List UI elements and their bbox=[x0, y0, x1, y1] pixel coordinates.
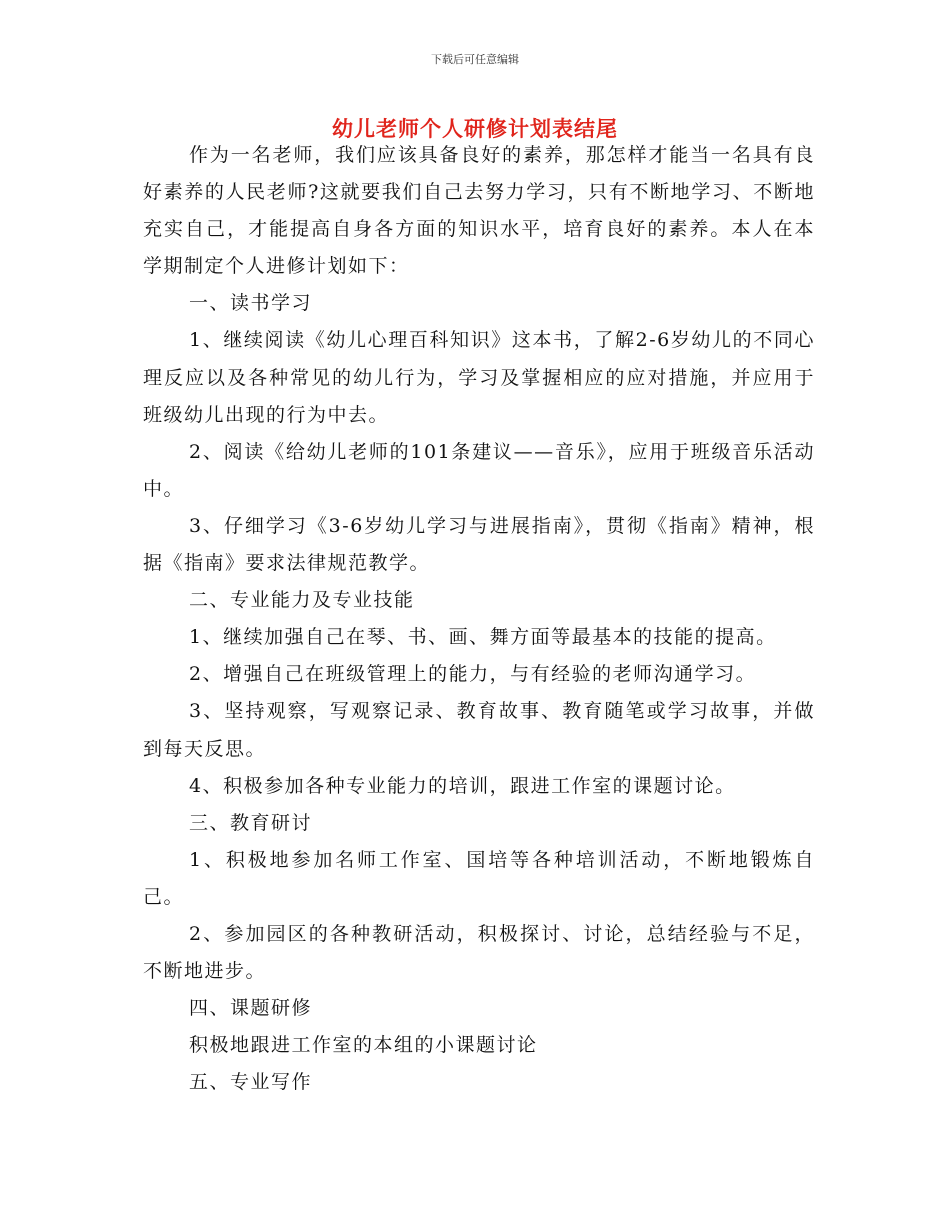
skills-item-2: 2、增强自己在班级管理上的能力，与有经验的老师沟通学习。 bbox=[189, 663, 757, 686]
reading-item-3: 3、仔细学习《3-6岁幼儿学习与进展指南》，贯彻《指南》精神，根据《指南》要求法律规范教学。 bbox=[143, 514, 815, 575]
reading-item-1: 1、继续阅读《幼儿心理百科知识》这本书，了解2-6岁幼儿的不同心理反应以及各种常见的幼儿行为，学习及掌握相应的应对措施，并应用于班级幼儿出现的行为中去。 bbox=[143, 329, 815, 426]
section-heading-research: 三、教育研讨 bbox=[189, 811, 313, 834]
section-heading-topic: 四、课题研修 bbox=[189, 997, 313, 1020]
section-heading-reading: 一、读书学习 bbox=[189, 292, 313, 315]
research-item-2: 2、参加园区的各种教研活动，积极探讨、讨论，总结经验与不足，不断地进步。 bbox=[143, 922, 815, 983]
section-heading-skills: 二、专业能力及专业技能 bbox=[189, 589, 415, 612]
topic-item: 积极地跟进工作室的本组的小课题讨论 bbox=[189, 1034, 538, 1057]
page-header-note: 下载后可任意编辑 bbox=[431, 53, 519, 66]
document-body bbox=[143, 137, 815, 1101]
intro-paragraph: 作为一名老师，我们应该具备良好的素养，那怎样才能当一名具有良好素养的人民老师?这就要我们自己去努力学习，只有不断地学习、不断地充实自己，才能提高自身各方面的知识水平，培育良好的素养。本人在本学期制定个人进修计划如下： bbox=[143, 144, 815, 278]
skills-item-4: 4、积极参加各种专业能力的培训，跟进工作室的课题讨论。 bbox=[189, 774, 736, 797]
section-heading-writing: 五、专业写作 bbox=[189, 1071, 313, 1094]
document-title: 幼儿老师个人研修计划表结尾 bbox=[332, 116, 618, 141]
reading-item-2: 2、阅读《给幼儿老师的101条建议——音乐》，应用于班级音乐活动中。 bbox=[143, 440, 815, 500]
skills-item-1: 1、继续加强自己在琴、书、画、舞方面等最基本的技能的提高。 bbox=[189, 626, 777, 649]
research-item-1: 1、积极地参加名师工作室、国培等各种培训活动，不断地锻炼自己。 bbox=[143, 848, 815, 908]
skills-item-3: 3、坚持观察，写观察记录、教育故事、教育随笔或学习故事，并做到每天反思。 bbox=[143, 700, 815, 760]
